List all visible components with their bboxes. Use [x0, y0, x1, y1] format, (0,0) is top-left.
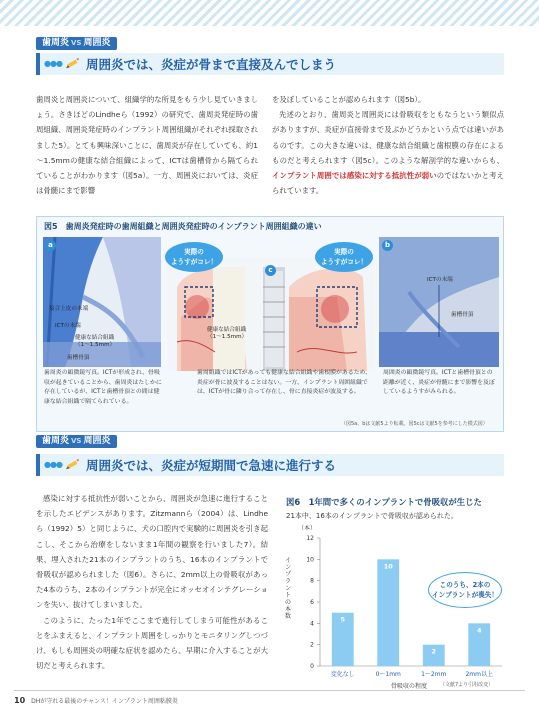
y-tick-label: 4 — [310, 620, 314, 628]
dots2-decoration: ●●● — [44, 460, 62, 469]
section1-paragraph-left — [36, 92, 258, 198]
label-alveolar-crest-b: 歯槽骨頂 — [451, 312, 474, 318]
pencil-icon — [65, 56, 80, 71]
bar-value-label: 4 — [476, 626, 482, 635]
label-alveolar-crest-a: 歯槽骨頂 — [67, 355, 90, 361]
page-number: 10 — [14, 696, 26, 705]
y-axis-title-char: プ — [284, 571, 292, 578]
figure6-source: （文献7より引用改変） — [440, 682, 494, 688]
bubble-right: 実際の ようすがコレ！ — [315, 242, 373, 272]
y-axis-title-char: ト — [284, 592, 292, 599]
dots-decoration: ●●● — [44, 59, 62, 68]
caption-a: 歯周炎の顕微鏡写真。ICTが形成され、骨吸収が起きていることから、歯周炎はたしかに存在しているが、ICTと歯槽骨頂との間は健康な結合組織で隔てられている。 — [44, 370, 162, 405]
footer-rule — [14, 690, 525, 691]
section2-heading — [36, 454, 504, 476]
figure6-callout: このうち、2本の インプラントが喪失！ — [428, 572, 502, 608]
label-junctional-epithelium: 接合上皮の末端 — [49, 306, 89, 312]
para-left-text: 歯周炎と周囲炎について、組織学的な所見をもう少し見ていきましょう。さきほどのLindheら（1992）の研究で、歯周炎発症時の歯周組織、周囲炎発症時のインプラント周囲組織がそれぞれ採取されました5）。とても興味深いことに、歯周炎が存在していても、約1～1.5mmの健康な結合組織によって、ICTは歯槽骨から隔てられていることがわかります（図5a）。一方、周囲炎においては、炎症は骨髄にまで影響 — [36, 95, 258, 196]
y-tick-label: 0 — [310, 663, 314, 670]
x-tick-label: 2mm以上 — [465, 671, 494, 678]
label-ict-end-a: ICTの末端 — [55, 323, 81, 329]
bar-value-label: 10 — [383, 562, 393, 571]
panel-letter-a: a — [45, 240, 56, 251]
heading-accent-bar — [36, 53, 40, 75]
para-right-1: を及ぼしていることが認められます（図5b）。 — [272, 95, 426, 104]
x-tick-label: 変化なし — [330, 671, 355, 678]
tag-left-text: 歯周炎 — [42, 38, 70, 48]
x-tick-label: 0～1mm — [375, 671, 401, 678]
pencil-icon — [65, 457, 80, 472]
section2-paragraphs — [36, 491, 268, 673]
bar-value-label: 5 — [340, 615, 346, 624]
figure5 — [36, 216, 504, 432]
y-axis-title-char: 数 — [284, 613, 292, 620]
figure6-subtitle: 21本中、16本のインプラントで骨吸収が認められた。 — [286, 512, 458, 520]
panel-letter-b: b — [382, 240, 393, 251]
y-tick-label: 2 — [310, 641, 314, 649]
bubble-left: 実際の ようすがコレ！ — [165, 242, 223, 272]
figure5-source: （図5a、bは文献5より転載。図5cは文献5を参考にした模式図） — [341, 421, 488, 427]
section2-paragraph-1: 感染に対する抵抗性が弱いことから、周囲炎が急速に進行することを示したエビデンスがあります。Zitzmannら（2004）は、Lindheら（1992）5）と同じように、犬の口腔内で実験的に周囲炎を引き起こし、そこから治療をしないまま1年間の観察を行いました7）。結果、埋入された21本のインプラントのうち、16本のインプラントで骨吸収が認められました（図6）。さらに、2mm以上の骨吸収があった4本のうち、2本のインプラントが完全にオッセオインテグレーションを失い、抜けてしまいました。 — [36, 494, 268, 610]
tag-right-text: 周囲炎 — [83, 38, 111, 48]
y-axis-unit: （本） — [298, 525, 317, 532]
y-axis-title-group — [285, 557, 291, 620]
x-axis-title: 骨吸収の程度 — [390, 683, 428, 690]
section2-heading-title: 周囲炎では、炎症が短期間で急速に進行する — [86, 458, 337, 473]
heading2-accent-bar — [36, 454, 40, 476]
y-axis-title-char: の — [284, 599, 292, 606]
y-axis-title-char: ラ — [284, 578, 292, 585]
label-healthy-connective-c: 健康な結合組織 （1～1.5mm） — [207, 327, 248, 340]
caption-c: 歯周組織ではICTがあっても健康な結合組織や歯根膜があるため、炎症が骨に波及することはない。一方、インプラント周囲組織では、ICTが骨に隣り合って存在し、骨に直接炎症が波及する。 — [197, 370, 372, 396]
micrograph-b — [379, 237, 499, 367]
section-tag — [36, 37, 117, 50]
highlight-red-text: インプラント周囲では感染に対する抵抗性が弱い — [272, 171, 437, 181]
para-right-2 — [272, 107, 504, 198]
y-tick-label: 10 — [306, 556, 314, 564]
y-axis-title-char: ン — [284, 564, 292, 571]
caption-b: 周囲炎の顕微鏡写真。ICTと歯槽骨頂との距離が近く、炎症が骨髄にまで影響を及ぼしているようすがみられる。 — [383, 370, 495, 396]
x-axis-ticks — [331, 670, 493, 678]
section2-paragraph-2: このように、たった1年でここまで進行してしまう可能性があることをふまえると、インプラント周囲をしっかりとモニタリングしつづけ、もしも周囲炎の明確な症状を認めたら、早期に介入することが大切だと考えられます。 — [36, 615, 268, 671]
para-right-end-text: のではないかと考えられています。 — [272, 171, 504, 196]
y-axis-title-char: ン — [284, 585, 292, 592]
bar — [377, 559, 399, 666]
x-tick-label: 1～2mm — [421, 671, 447, 678]
y-axis-title-char: 本 — [284, 606, 292, 613]
tag2-vs-text: VS — [71, 437, 82, 445]
tag2-right-text: 周囲炎 — [83, 436, 111, 446]
y-tick-label: 12 — [306, 535, 314, 542]
para-right-2-text: 先述のとおり、歯周炎と周囲炎には骨吸収をともなうという類似点がありますが、炎症が直接骨まで及ぶかどうかという点では違いがあるのです。この大きな違いは、健康な結合組織と歯根膜の存在によるものだと考えられます（図5c）。このような解剖学的な違いからも、 — [272, 110, 504, 165]
label-healthy-connective-a: 健康な結合組織 （1～1.5mm） — [75, 335, 116, 348]
y-tick-label: 8 — [310, 577, 314, 585]
top-stripe-decoration — [0, 0, 539, 26]
label-ict-end-b: ICTの末端 — [427, 277, 453, 283]
section1-paragraph-right — [272, 92, 504, 198]
figure5-title: 図5 歯周炎発症時の歯周組織と周囲炎発症時のインプラント周囲組織の違い — [44, 222, 322, 231]
tag2-left-text: 歯周炎 — [42, 436, 70, 446]
section2-tag — [36, 435, 117, 448]
section-heading — [36, 53, 504, 75]
bar-value-label: 2 — [431, 647, 437, 656]
footer-text: DHが守れる最後のチャンス！インプラント周囲粘膜炎 — [31, 698, 178, 705]
tag-vs-text: VS — [71, 39, 82, 47]
panel-letter-c: c — [265, 265, 276, 276]
y-tick-label: 6 — [310, 599, 314, 606]
figure6-title: 図6 1年間で多くのインプラントで骨吸収が生じた — [286, 497, 482, 507]
footer — [14, 696, 178, 705]
y-axis-title-char: イ — [284, 557, 292, 564]
section-heading-title: 周囲炎では、炎症が骨まで直接及んでしまう — [86, 57, 337, 72]
